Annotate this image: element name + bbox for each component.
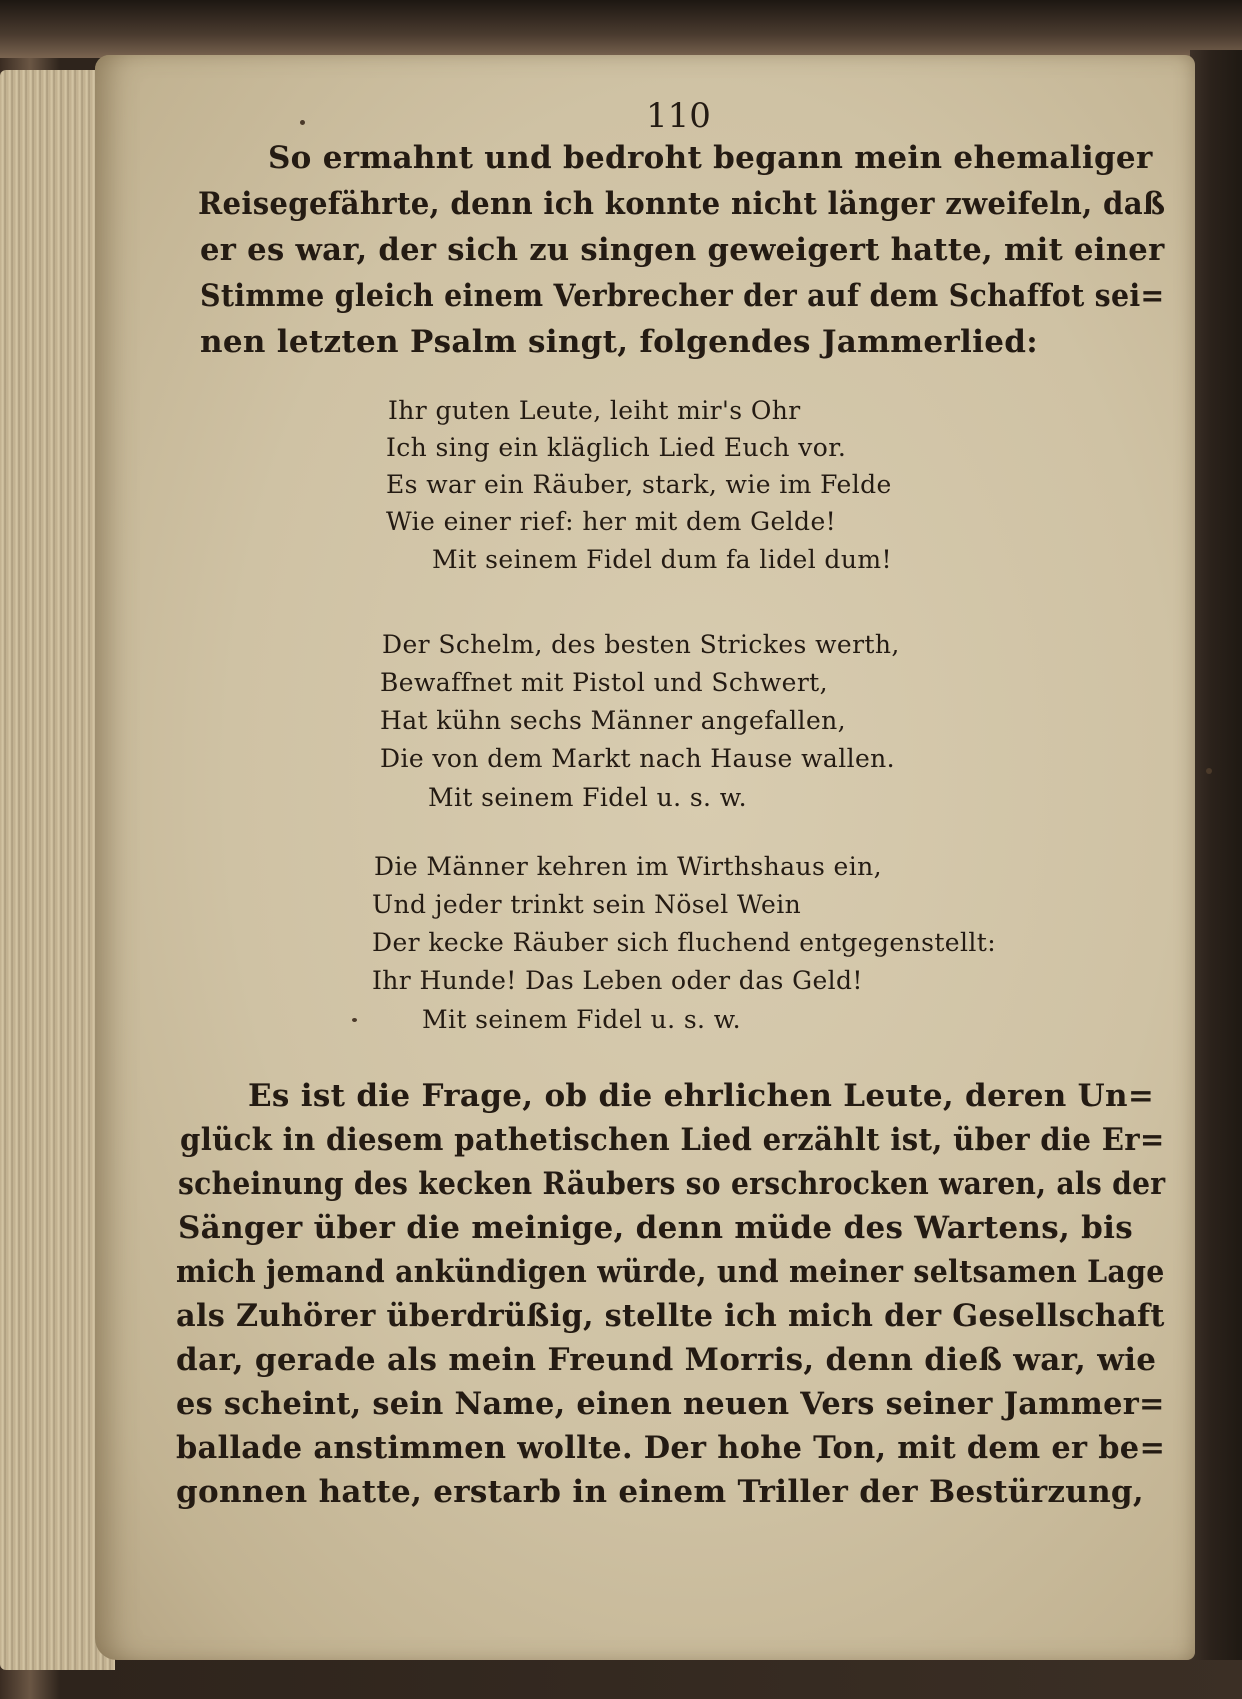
verse-line: Hat kühn sechs Männer angefallen, xyxy=(380,706,846,735)
verse-line: Ich sing ein kläglich Lied Euch vor. xyxy=(386,433,847,462)
paragraph-line: er es war, der sich zu singen geweigert hatte, mit einer xyxy=(200,232,1165,268)
paragraph-line: nen letzten Psalm singt, folgendes Jammerlied: xyxy=(200,324,1038,360)
verse-line: Der kecke Räuber sich fluchend entgegenstellt: xyxy=(372,928,997,957)
verse-line: Bewaffnet mit Pistol und Schwert, xyxy=(380,668,828,697)
paragraph-line: es scheint, sein Name, einen neuen Vers seiner Jammer= xyxy=(176,1386,1165,1422)
paragraph-line: Stimme gleich einem Verbrecher der auf dem Schaffot sei= xyxy=(200,278,1165,314)
paragraph-line: Sänger über die meinige, denn müde des Wartens, bis xyxy=(178,1210,1133,1246)
paper-speck xyxy=(352,1018,357,1022)
paper-speck xyxy=(300,120,305,125)
paragraph-line: dar, gerade als mein Freund Morris, denn dieß war, wie xyxy=(176,1342,1157,1378)
verse-line: Ihr guten Leute, leiht mir's Ohr xyxy=(388,396,801,425)
verse-line: Die Männer kehren im Wirthshaus ein, xyxy=(374,852,882,881)
paper-speck xyxy=(1206,768,1212,774)
paragraph-line: glück in diesem pathetischen Lied erzählt ist, über die Er= xyxy=(180,1122,1165,1158)
paragraph-line: als Zuhörer überdrüßig, stellte ich mich der Gesellschaft xyxy=(176,1298,1165,1334)
paragraph-line: mich jemand ankündigen würde, und meiner seltsamen Lage xyxy=(176,1254,1165,1290)
verse-refrain: Mit seinem Fidel dum fa lidel dum! xyxy=(432,545,892,574)
paragraph-line: scheinung des kecken Räubers so erschrocken waren, als der xyxy=(178,1166,1166,1202)
verse-line: Die von dem Markt nach Hause wallen. xyxy=(380,744,896,773)
verse-line: Wie einer rief: her mit dem Gelde! xyxy=(386,507,837,536)
paragraph-line: Reisegefährte, denn ich konnte nicht länger zweifeln, daß xyxy=(198,186,1166,222)
paragraph-line: Es ist die Frage, ob die ehrlichen Leute, deren Un= xyxy=(248,1078,1155,1114)
verse-line: Es war ein Räuber, stark, wie im Felde xyxy=(386,470,892,499)
paragraph-line: gonnen hatte, erstarb in einem Triller der Bestürzung, xyxy=(176,1474,1144,1510)
book-right-edge xyxy=(1190,50,1242,1660)
verse-line: Und jeder trinkt sein Nösel Wein xyxy=(372,890,802,919)
paragraph-line: ballade anstimmen wollte. Der hohe Ton, mit dem er be= xyxy=(176,1430,1166,1466)
paragraph-line: So ermahnt und bedroht begann mein ehemaliger xyxy=(268,140,1153,176)
verse-line: Ihr Hunde! Das Leben oder das Geld! xyxy=(372,966,863,995)
book-top-edge xyxy=(0,0,1242,58)
verse-line: Der Schelm, des besten Strickes werth, xyxy=(382,630,900,659)
verse-refrain: Mit seinem Fidel u. s. w. xyxy=(428,783,747,812)
page-number: 110 xyxy=(646,96,711,136)
verse-refrain: Mit seinem Fidel u. s. w. xyxy=(422,1005,741,1034)
